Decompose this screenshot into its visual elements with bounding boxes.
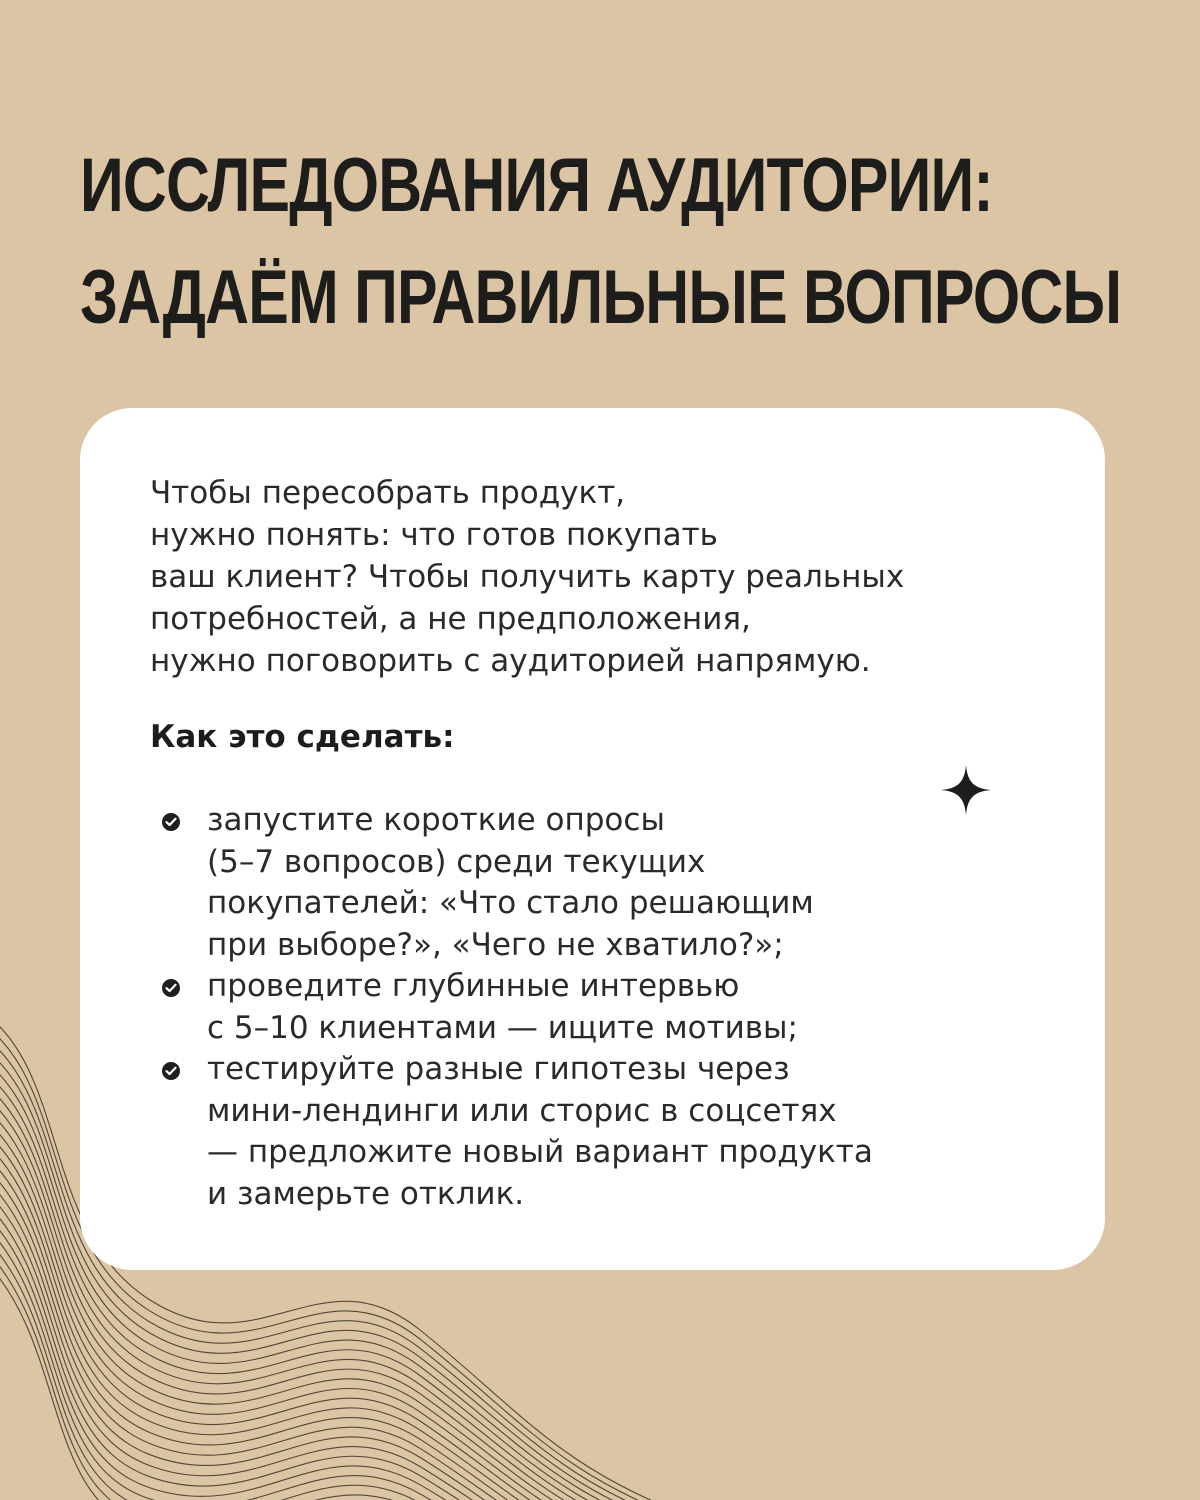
check-circle-icon — [162, 979, 180, 997]
howto-list — [162, 800, 873, 1215]
list-item — [162, 1049, 873, 1215]
list-item-line: и замерьте отклик. — [207, 1175, 525, 1212]
list-item-line: — предложите новый вариант продукта — [207, 1134, 873, 1170]
list-item-line: тестируйте разные гипотезы через — [207, 1051, 790, 1087]
list-item-line: проведите глубинные интервью — [207, 968, 740, 1004]
list-item-line: покупателей: «Что стало решающим — [207, 885, 814, 921]
intro-line: потребностей, а не предположения, — [150, 601, 751, 637]
list-item — [162, 800, 873, 966]
check-circle-icon — [162, 813, 180, 831]
howto-heading: Как это сделать: — [150, 719, 455, 755]
list-item-line: мини-лендинги или сторис в соцсетях — [207, 1092, 837, 1129]
page-title — [80, 130, 1122, 354]
title-line-1: ИССЛЕДОВАНИЯ АУДИТОРИИ: — [80, 143, 993, 228]
sparkle-icon — [940, 764, 992, 816]
list-item-line: с 5–10 клиентами — ищите мотивы; — [207, 1009, 798, 1046]
list-item-line: (5–7 вопросов) среди текущих — [207, 843, 706, 880]
check-circle-icon — [162, 1062, 180, 1080]
intro-line: нужно поговорить с аудиторией напрямую. — [150, 643, 871, 679]
intro-line: ваш клиент? Чтобы получить карту реальных — [150, 559, 905, 595]
list-item — [162, 966, 873, 1049]
intro-line: нужно понять: что готов покупать — [150, 517, 718, 553]
title-line-2: ЗАДАЁМ ПРАВИЛЬНЫЕ ВОПРОСЫ — [80, 255, 1122, 340]
wave-line — [0, 1256, 700, 1500]
wave-line — [0, 1244, 700, 1500]
list-item-line: запустите короткие опросы — [207, 802, 665, 838]
content-card — [80, 408, 1105, 1270]
intro-paragraph — [150, 472, 904, 682]
intro-line: Чтобы пересобрать продукт, — [150, 475, 626, 511]
list-item-line: при выборе?», «Чего не хватило?»; — [207, 926, 784, 963]
